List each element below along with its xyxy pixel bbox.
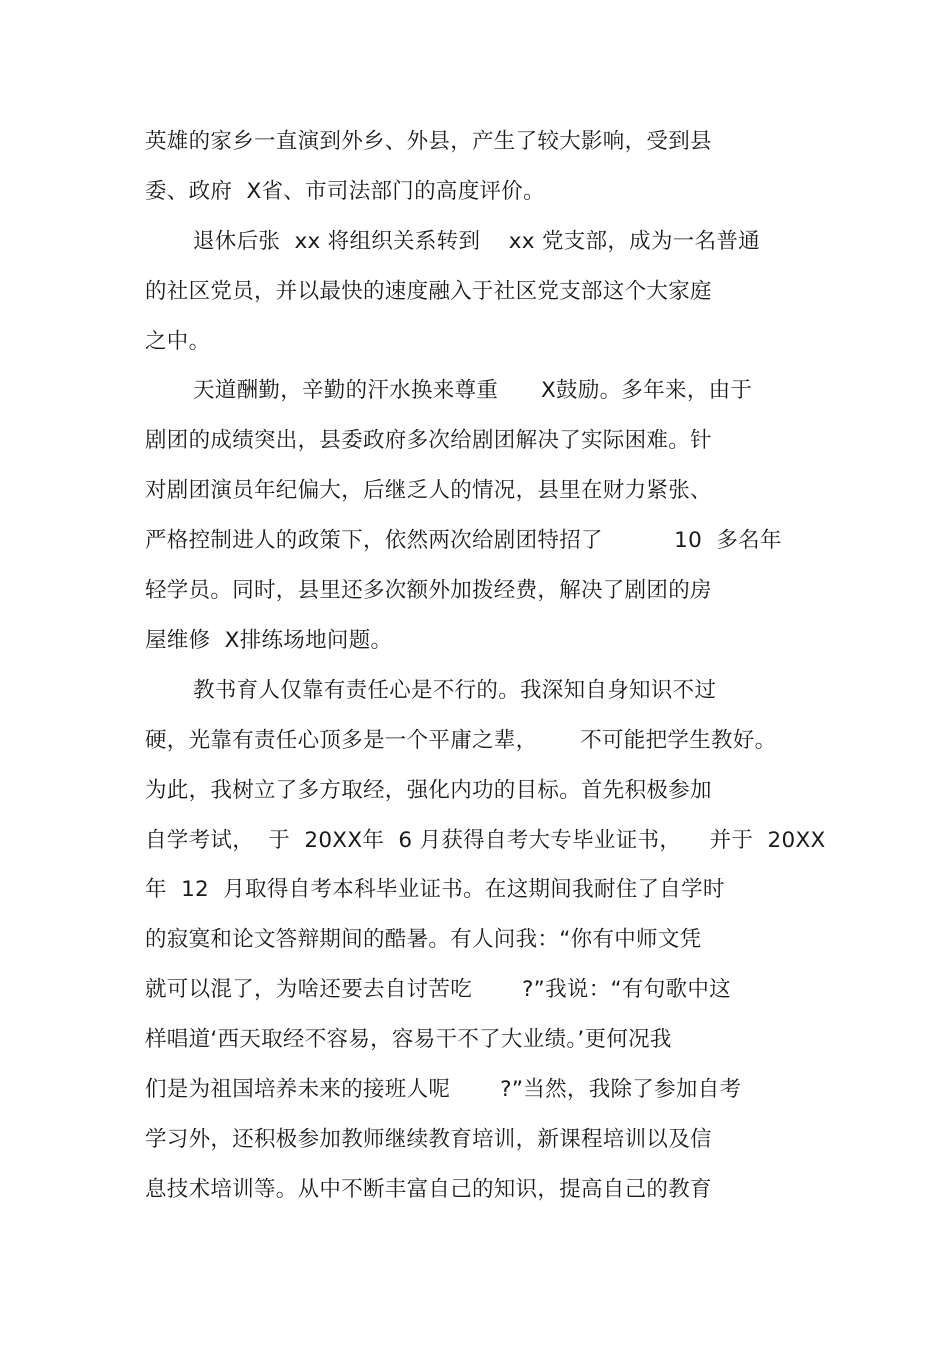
text-line: 为此，我树立了多方取经，强化内功的目标。首先积极参加 bbox=[145, 778, 712, 803]
text-line: 轻学员。同时，县里还多次额外加拨经费，解决了剧团的房 bbox=[145, 578, 712, 603]
text-line: 学习外，还积极参加教师继续教育培训，新课程培训以及信 bbox=[145, 1127, 712, 1152]
text-line: 剧团的成绩突出，县委政府多次给剧团解决了实际困难。针 bbox=[145, 428, 712, 453]
text-line: 的社区党员，并以最快的速度融入于社区党支部这个大家庭 bbox=[145, 279, 712, 304]
text-line: 英雄的家乡一直演到外乡、外县，产生了较大影响，受到县 bbox=[145, 129, 712, 154]
text-line: 年 12 月取得自考本科毕业证书。在这期间我耐住了自学时 bbox=[145, 877, 725, 902]
paragraph-start-line: 退休后张 xx 将组织关系转到 xx 党支部，成为一名普通 bbox=[193, 229, 760, 254]
text-line: 息技术培训等。从中不断丰富自己的知识，提高自己的教育 bbox=[145, 1177, 712, 1202]
paragraph-start-line: 天道酬勤，辛勤的汗水换来尊重 X鼓励。多年来，由于 bbox=[193, 378, 753, 403]
text-line: 们是为祖国培养未来的接班人呢 ?”当然，我除了参加自考 bbox=[145, 1077, 742, 1102]
text-line: 严格控制进人的政策下，依然两次给剧团特招了 10 多名年 bbox=[145, 528, 782, 553]
text-line: 之中。 bbox=[145, 329, 211, 354]
paragraph-start-line: 教书育人仅靠有责任心是不行的。我深知自身知识不过 bbox=[193, 678, 717, 703]
text-line: 屋维修 X排练场地问题。 bbox=[145, 628, 393, 653]
text-line: 自学考试， 于 20XX年 6 月获得自考大专毕业证书， 并于 20XX bbox=[145, 828, 826, 853]
text-line: 委、政府 X省、市司法部门的高度评价。 bbox=[145, 179, 545, 204]
text-line: 就可以混了，为啥还要去自讨苦吃 ?”我说：“有句歌中这 bbox=[145, 977, 731, 1002]
text-line: 的寂寞和论文答辩期间的酷暑。有人问我：“你有中师文凭 bbox=[145, 927, 702, 952]
text-line: 硬，光靠有责任心顶多是一个平庸之辈， 不可能把学生教好。 bbox=[145, 728, 777, 753]
text-line: 对剧团演员年纪偏大，后继乏人的情况，县里在财力紧张、 bbox=[145, 478, 712, 503]
text-line: 样唱道‘西天取经不容易，容易干不了大业绩。’更何况我 bbox=[145, 1027, 672, 1052]
